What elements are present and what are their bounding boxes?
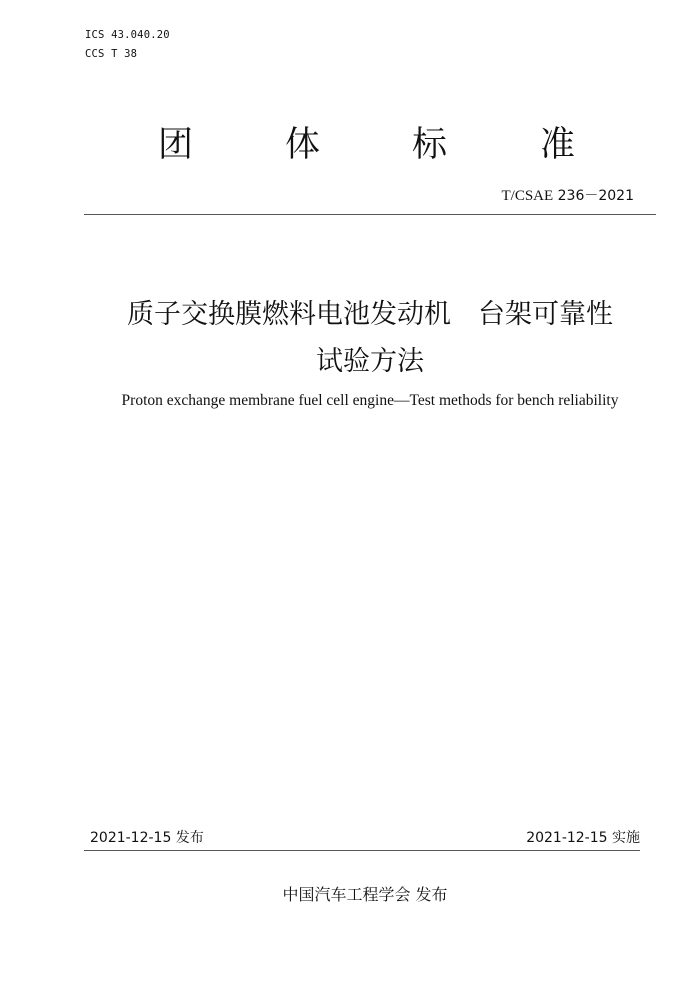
standard-number-prefix: T/CSAE	[501, 188, 554, 204]
implement-date: 2021-12-15 实施	[526, 830, 640, 846]
ccs-code: CCS T 38	[85, 48, 138, 60]
standard-type-char: 标	[412, 125, 448, 165]
chinese-title-line1: 质子交换膜燃料电池发动机 台架可靠性	[127, 299, 613, 330]
ics-code: ICS 43.040.20	[85, 29, 170, 41]
standard-type-char: 团	[158, 125, 194, 165]
english-title: Proton exchange membrane fuel cell engine—Test methods for bench reliability	[121, 392, 619, 409]
standard-type-char: 准	[540, 125, 576, 165]
standard-number-value: 236－2021	[557, 188, 634, 204]
publish-date: 2021-12-15 发布	[90, 830, 204, 846]
standard-type-char: 体	[285, 125, 321, 165]
standard-type-heading	[0, 122, 700, 168]
top-divider	[84, 214, 656, 215]
chinese-title-line2: 试验方法	[316, 346, 424, 377]
bottom-divider	[84, 850, 640, 851]
publisher: 中国汽车工程学会 发布	[282, 885, 448, 904]
standard-number	[502, 185, 635, 205]
